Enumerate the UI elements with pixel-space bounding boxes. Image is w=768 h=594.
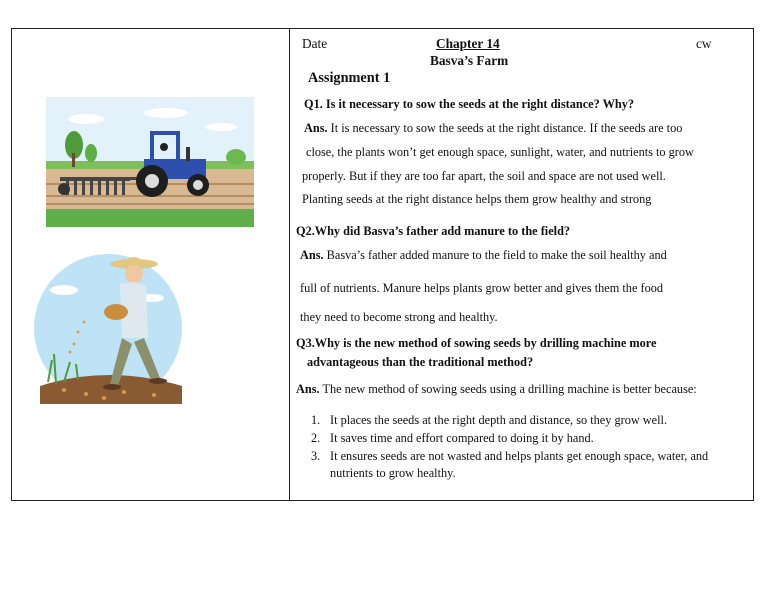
q3-point-2-text: It saves time and effort compared to doing it by hand. bbox=[330, 431, 594, 445]
q2-answer-line-3: they need to become strong and healthy. bbox=[300, 310, 498, 324]
q3-point-3-num: 3. bbox=[311, 449, 321, 463]
q3-point-1-num: 1. bbox=[311, 413, 321, 427]
page-title: Basva’s Farm bbox=[430, 53, 509, 68]
q3-point-2-num: 2. bbox=[311, 431, 321, 445]
q1-answer-line-4: Planting seeds at the right distance helps them grow healthy and strong bbox=[302, 192, 652, 206]
q3-question-line-1: Q3.Why is the new method of sowing seeds by drilling machine more bbox=[296, 336, 657, 350]
cw-label: cw bbox=[696, 36, 712, 51]
q1-answer-line-2: close, the plants won’t get enough space, sunlight, water, and nutrients to grow bbox=[306, 145, 694, 159]
chapter-heading: Chapter 14 bbox=[436, 36, 500, 51]
q1-ans-label: Ans. bbox=[304, 121, 328, 135]
q1-line1-text: It is necessary to sow the seeds at the right distance. If the seeds are too bbox=[330, 121, 683, 135]
q2-line1-text: Basva’s father added manure to the field to make the soil healthy and bbox=[326, 248, 667, 262]
assignment-heading: Assignment 1 bbox=[308, 70, 391, 86]
q1-answer-line-3: properly. But if they are too far apart, the soil and space are not used well. bbox=[302, 169, 666, 183]
q3-point-3-cont: nutrients to grow healthy. bbox=[330, 466, 456, 480]
q3-point-1-text: It places the seeds at the right depth and distance, so they grow well. bbox=[330, 413, 668, 427]
date-label: Date bbox=[302, 36, 328, 51]
farmer-illustration bbox=[34, 252, 184, 404]
q2-answer-line-2: full of nutrients. Manure helps plants grow better and gives them the food bbox=[300, 281, 664, 295]
column-divider bbox=[289, 28, 290, 501]
q3-question-line-2: advantageous than the traditional method? bbox=[307, 355, 534, 369]
q1-question: Q1. Is it necessary to sow the seeds at the right distance? Why? bbox=[304, 97, 635, 111]
q2-answer-line-1 bbox=[300, 248, 667, 263]
q3-answer-intro bbox=[296, 382, 697, 397]
q3-point-3-text: It ensures seeds are not wasted and helps plants get enough space, water, and bbox=[330, 449, 709, 463]
q3-ans-label: Ans. bbox=[296, 382, 320, 396]
q2-ans-label: Ans. bbox=[300, 248, 324, 262]
q3-intro-text: The new method of sowing seeds using a drilling machine is better because: bbox=[322, 382, 697, 396]
q2-question: Q2.Why did Basva’s father add manure to the field? bbox=[296, 224, 571, 238]
q1-answer-line-1 bbox=[304, 121, 682, 136]
tractor-illustration bbox=[46, 97, 254, 227]
